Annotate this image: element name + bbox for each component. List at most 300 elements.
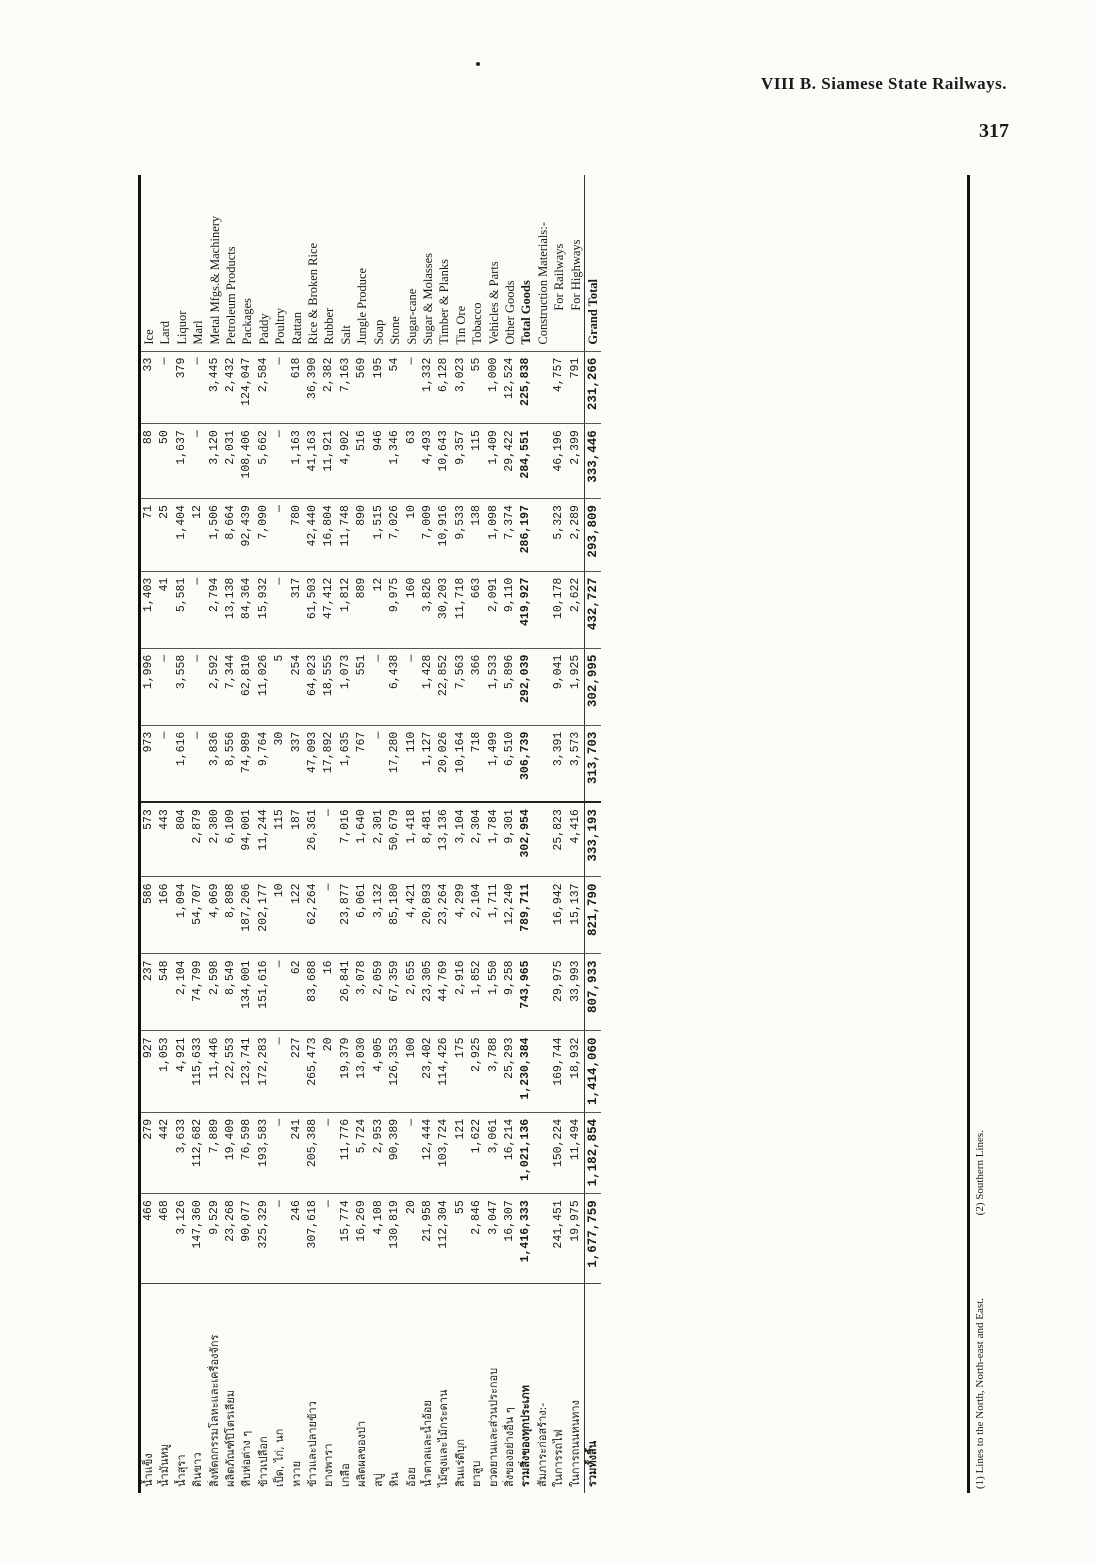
table-frame [138,175,970,1493]
footnote-1: (1) Lines to the North, North-east and East. [974,1298,986,1489]
value-cell: 780 [289,499,305,572]
value-cell: 5,724 [354,1112,370,1193]
value-cell: 432,727 [584,571,601,648]
value-cell [535,424,551,499]
value-cell: 85,180 [387,877,403,954]
value-cell: 108,406 [239,424,255,499]
value-cell: 313,703 [584,725,601,802]
value-cell: 41 [157,571,173,648]
value-cell: 946 [371,424,387,499]
value-cell: 2,382 [321,351,337,424]
table-row [502,175,518,1493]
value-cell: — [190,571,206,648]
thai-label: สิ่งหัตถกรรมโลหะและเครื่องจักร [207,1284,223,1493]
value-cell: 5,896 [502,648,518,725]
value-cell: 333,193 [584,802,601,877]
value-cell: 3,078 [354,954,370,1031]
value-cell: 551 [354,648,370,725]
thai-label: รวมสิ่งของทุกประเภท [518,1284,534,1493]
value-cell: 205,388 [305,1112,321,1193]
value-cell: 50 [157,424,173,499]
value-cell: 366 [469,648,485,725]
table-row [289,175,305,1493]
value-cell: 25,293 [502,1031,518,1112]
english-label: Grand Total [584,175,601,351]
value-cell: 3,126 [174,1194,190,1284]
value-cell: 47,412 [321,571,337,648]
value-cell: 115 [469,424,485,499]
table-row [272,175,288,1493]
value-cell: 2,304 [469,802,485,877]
thai-label: ข้าวเปลือก [256,1284,272,1493]
value-cell: 246 [289,1194,305,1284]
value-cell: 15,774 [338,1194,354,1284]
value-cell: 890 [354,499,370,572]
value-cell: 1,053 [157,1031,173,1112]
value-cell: 9,529 [207,1194,223,1284]
table-row [174,175,190,1493]
value-cell: 18,932 [568,1031,585,1112]
value-cell: 3,047 [486,1194,502,1284]
thai-label: ยางพารา [321,1284,337,1493]
value-cell: 804 [174,802,190,877]
value-cell: 6,061 [354,877,370,954]
thai-label: ข้าวและปลายข้าว [305,1284,321,1493]
value-cell: 2,104 [469,877,485,954]
english-label: Tin Ore [453,305,468,345]
value-cell: 2,059 [371,954,387,1031]
value-cell: 12,444 [420,1112,436,1193]
value-cell: 187,206 [239,877,255,954]
value-cell: 2,399 [568,424,585,499]
value-cell: 23,268 [223,1194,239,1284]
value-cell: 254 [289,648,305,725]
value-cell: 10 [404,499,420,572]
value-cell: 94,001 [239,802,255,877]
value-cell: 516 [354,424,370,499]
value-cell: — [272,499,288,572]
value-cell: 2,584 [256,351,272,424]
value-cell: 64,023 [305,648,321,725]
value-cell: 1,499 [486,725,502,802]
value-cell: 26,841 [338,954,354,1031]
value-cell: — [371,648,387,725]
value-cell: 22,852 [436,648,452,725]
value-cell: 241 [289,1112,305,1193]
value-cell [535,802,551,877]
value-cell: 6,438 [387,648,403,725]
value-cell: 41,163 [305,424,321,499]
value-cell: 11,244 [256,802,272,877]
value-cell: 169,744 [551,1031,567,1112]
value-cell: 7,016 [338,802,354,877]
english-label: Paddy [256,313,271,345]
english-label: Petroleum Products [224,246,239,345]
value-cell: 307,618 [305,1194,321,1284]
table-row [256,175,272,1493]
value-cell: 3,023 [453,351,469,424]
value-cell: 130,819 [387,1194,403,1284]
english-label: Metal Mfgs.& Machinery [207,215,222,345]
value-cell: 12 [371,571,387,648]
value-cell: 138 [469,499,485,572]
english-label: For Highways [568,239,583,311]
page-number: 317 [979,120,1009,142]
value-cell: 67,359 [387,954,403,1031]
thai-label: สัมภาระก่อสร้าง:- [535,1284,551,1493]
value-cell: 63 [404,424,420,499]
value-cell: 19,379 [338,1031,354,1112]
value-cell: 44,769 [436,954,452,1031]
value-cell: 5,323 [551,499,567,572]
table-row [321,175,337,1493]
value-cell: 5 [272,648,288,725]
value-cell: — [157,725,173,802]
value-cell: 10,643 [436,424,452,499]
english-label: Construction Materials:- [535,222,550,345]
value-cell: 2,953 [371,1112,387,1193]
value-cell: 11,718 [453,571,469,648]
value-cell: 1,515 [371,499,387,572]
value-cell: 8,549 [223,954,239,1031]
value-cell: 160 [404,571,420,648]
table-row [453,175,469,1493]
value-cell: 17,280 [387,725,403,802]
value-cell: 5,662 [256,424,272,499]
english-label: Rubber [322,307,337,345]
value-cell: 466 [141,1194,157,1284]
value-cell: 618 [289,351,305,424]
value-cell: 2,031 [223,424,239,499]
value-cell: 124,047 [239,351,255,424]
value-cell: 47,093 [305,725,321,802]
value-cell: 54 [387,351,403,424]
value-cell: 1,404 [174,499,190,572]
value-cell: 126,353 [387,1031,403,1112]
value-cell: 23,402 [420,1031,436,1112]
value-cell: 1,428 [420,648,436,725]
value-cell: 1,332 [420,351,436,424]
value-cell: 227 [289,1031,305,1112]
value-cell: — [371,725,387,802]
value-cell [535,648,551,725]
value-cell: 20 [321,1031,337,1112]
value-cell: 1,925 [568,648,585,725]
value-cell: 8,898 [223,877,239,954]
value-cell: 1,073 [338,648,354,725]
table-row [141,175,157,1493]
value-cell: 16,214 [502,1112,518,1193]
english-label: Other Goods [502,280,517,345]
english-label: Lard [158,321,173,345]
thai-label: หิน [387,1284,403,1493]
value-cell: 1,403 [141,571,157,648]
value-cell: 11,921 [321,424,337,499]
value-cell: 442 [157,1112,173,1193]
thai-label: สินแร่ดีบุก [453,1284,469,1493]
value-cell: — [404,351,420,424]
value-cell: 1,812 [338,571,354,648]
value-cell: 20,893 [420,877,436,954]
value-cell: 151,616 [256,954,272,1031]
english-label: Jungle Produce [355,267,370,345]
value-cell: 9,533 [453,499,469,572]
value-cell: 4,921 [174,1031,190,1112]
thai-label: ในการถนนหนทาง [568,1284,585,1493]
thai-label: น้ำแข็ง [141,1284,157,1493]
value-cell [535,1031,551,1112]
value-cell: 7,009 [420,499,436,572]
value-cell: 19,975 [568,1194,585,1284]
english-label: Soap [371,319,386,345]
value-cell: 202,177 [256,877,272,954]
value-cell: 3,633 [174,1112,190,1193]
value-cell: 19,409 [223,1112,239,1193]
value-cell: — [321,1112,337,1193]
value-cell: 175 [453,1031,469,1112]
value-cell: 62,810 [239,648,255,725]
value-cell: 1,996 [141,648,157,725]
value-cell: 443 [157,802,173,877]
thai-label: สบู่ [371,1284,387,1493]
value-cell: 12 [190,499,206,572]
value-cell: — [321,1194,337,1284]
value-cell: 9,301 [502,802,518,877]
value-cell: 195 [371,351,387,424]
value-cell: 1,409 [486,424,502,499]
value-cell: 1,416,333 [518,1194,534,1284]
value-cell: 62,264 [305,877,321,954]
value-cell: 2,091 [486,571,502,648]
value-cell: 2,879 [190,802,206,877]
value-cell: 292,039 [518,648,534,725]
value-cell: 2,432 [223,351,239,424]
value-cell: 20 [404,1194,420,1284]
value-cell: 1,640 [354,802,370,877]
value-cell: 306,739 [518,725,534,802]
english-label: Total Goods [519,280,534,345]
value-cell: 1,616 [174,725,190,802]
value-cell: — [190,725,206,802]
value-cell: 468 [157,1194,173,1284]
value-cell: 2,380 [207,802,223,877]
value-cell: 3,826 [420,571,436,648]
value-cell: 791 [568,351,585,424]
value-cell: 3,061 [486,1112,502,1193]
value-cell: 265,473 [305,1031,321,1112]
value-cell: 22,553 [223,1031,239,1112]
value-cell: 573 [141,802,157,877]
value-cell: 10,164 [453,725,469,802]
value-cell: 3,573 [568,725,585,802]
english-label: Rattan [289,312,304,345]
value-cell: 15,932 [256,571,272,648]
value-cell: 10,916 [436,499,452,572]
thai-label: ยาสูบ [469,1284,485,1493]
value-cell: 62 [289,954,305,1031]
value-cell: 889 [354,571,370,648]
value-cell: 33,993 [568,954,585,1031]
value-cell: 1,622 [469,1112,485,1193]
thai-label: ยวดยานและส่วนประกอบ [486,1284,502,1493]
value-cell: 54,707 [190,877,206,954]
value-cell: 1,784 [486,802,502,877]
value-cell: 1,021,136 [518,1112,534,1193]
value-cell: 1,000 [486,351,502,424]
thai-label: หีบห่อต่าง ๆ [239,1284,255,1493]
value-cell [535,954,551,1031]
value-cell: 17,892 [321,725,337,802]
value-cell: 23,305 [420,954,436,1031]
table-row [404,175,420,1493]
value-cell: 11,026 [256,648,272,725]
value-cell [535,351,551,424]
table-row [420,175,436,1493]
english-label: Vehicles & Parts [486,261,501,345]
value-cell: 10 [272,877,288,954]
thai-label: ผลิตภัณฑ์ปิโตรเลียม [223,1284,239,1493]
value-cell: 150,224 [551,1112,567,1193]
speck-dot [476,62,480,66]
value-cell: 20,026 [436,725,452,802]
english-label: Tobacco [470,302,485,345]
value-cell: 1,677,759 [584,1194,601,1284]
value-cell: 25 [157,499,173,572]
english-label: Salt [338,325,353,345]
table-row [223,175,239,1493]
english-label: Liquor [174,310,189,345]
value-cell: 225,838 [518,351,534,424]
value-cell: 15,137 [568,877,585,954]
value-cell: 84,364 [239,571,255,648]
value-cell: 927 [141,1031,157,1112]
value-cell: 2,655 [404,954,420,1031]
value-cell: 172,283 [256,1031,272,1112]
table-row [305,175,321,1493]
value-cell: 789,711 [518,877,534,954]
value-cell: 13,030 [354,1031,370,1112]
value-cell: 3,132 [371,877,387,954]
value-cell: 16,307 [502,1194,518,1284]
value-cell: — [404,648,420,725]
value-cell: 112,304 [436,1194,452,1284]
value-cell: 29,975 [551,954,567,1031]
value-cell: 100 [404,1031,420,1112]
value-cell: 123,741 [239,1031,255,1112]
value-cell: 7,374 [502,499,518,572]
value-cell [535,1194,551,1284]
thai-label: ผลิตผลของป่า [354,1284,370,1493]
value-cell: 2,598 [207,954,223,1031]
value-cell: 55 [469,351,485,424]
value-cell: 25,823 [551,802,567,877]
value-cell: 807,933 [584,954,601,1031]
table-row [584,175,601,1493]
value-cell: 92,439 [239,499,255,572]
value-cell: 122 [289,877,305,954]
value-cell: 115 [272,802,288,877]
table-row [387,175,403,1493]
value-cell: — [272,571,288,648]
value-cell: 8,556 [223,725,239,802]
value-cell: 1,711 [486,877,502,954]
value-cell: 5,581 [174,571,190,648]
value-cell: 187 [289,802,305,877]
english-label: Rice & Broken Rice [306,242,321,345]
value-cell: 302,995 [584,648,601,725]
value-cell: 333,446 [584,424,601,499]
table-row [518,175,534,1493]
value-cell: 11,494 [568,1112,585,1193]
value-cell: 26,361 [305,802,321,877]
value-cell: 8,481 [420,802,436,877]
value-cell: 4,069 [207,877,223,954]
table-row [157,175,173,1493]
value-cell: 4,108 [371,1194,387,1284]
value-cell: — [272,1194,288,1284]
value-cell: 1,533 [486,648,502,725]
value-cell: 16,942 [551,877,567,954]
value-cell: 8,664 [223,499,239,572]
value-cell: 743,965 [518,954,534,1031]
value-cell: 33 [141,351,157,424]
value-cell: 3,558 [174,648,190,725]
value-cell: — [190,424,206,499]
value-cell: 3,104 [453,802,469,877]
value-cell: 16,269 [354,1194,370,1284]
value-cell: 1,163 [289,424,305,499]
english-label: Timber & Planks [437,258,452,345]
value-cell: 2,622 [568,571,585,648]
value-cell: 3,391 [551,725,567,802]
value-cell: 1,550 [486,954,502,1031]
value-cell: 4,416 [568,802,585,877]
thai-label: ในการรถไฟ [551,1284,567,1493]
value-cell: 6,128 [436,351,452,424]
thai-label: รวมทั้งสิ้น [584,1284,601,1493]
value-cell: 1,182,854 [584,1112,601,1193]
thai-label: ไม้ซุงและไม้กระดาน [436,1284,452,1493]
value-cell: 2,916 [453,954,469,1031]
table-row [338,175,354,1493]
value-cell: 2,925 [469,1031,485,1112]
value-cell [535,571,551,648]
english-label: Poultry [273,307,288,345]
value-cell: 9,357 [453,424,469,499]
value-cell: 4,902 [338,424,354,499]
value-cell: 1,346 [387,424,403,499]
value-cell: 7,090 [256,499,272,572]
value-cell: — [272,351,288,424]
value-cell: 4,493 [420,424,436,499]
value-cell: — [157,648,173,725]
value-cell: 30 [272,725,288,802]
value-cell [535,1112,551,1193]
value-cell: 7,026 [387,499,403,572]
value-cell: 71 [141,499,157,572]
english-label: Marl [191,320,206,345]
english-label: Sugar-cane [404,288,419,345]
table-row [354,175,370,1493]
value-cell: 284,551 [518,424,534,499]
value-cell: 241,451 [551,1194,567,1284]
value-cell: 3,788 [486,1031,502,1112]
value-cell: 90,077 [239,1194,255,1284]
value-cell: 7,344 [223,648,239,725]
thai-label: เป็ด, ไก่, นก [272,1284,288,1493]
value-cell: 16,804 [321,499,337,572]
value-cell: 2,846 [469,1194,485,1284]
